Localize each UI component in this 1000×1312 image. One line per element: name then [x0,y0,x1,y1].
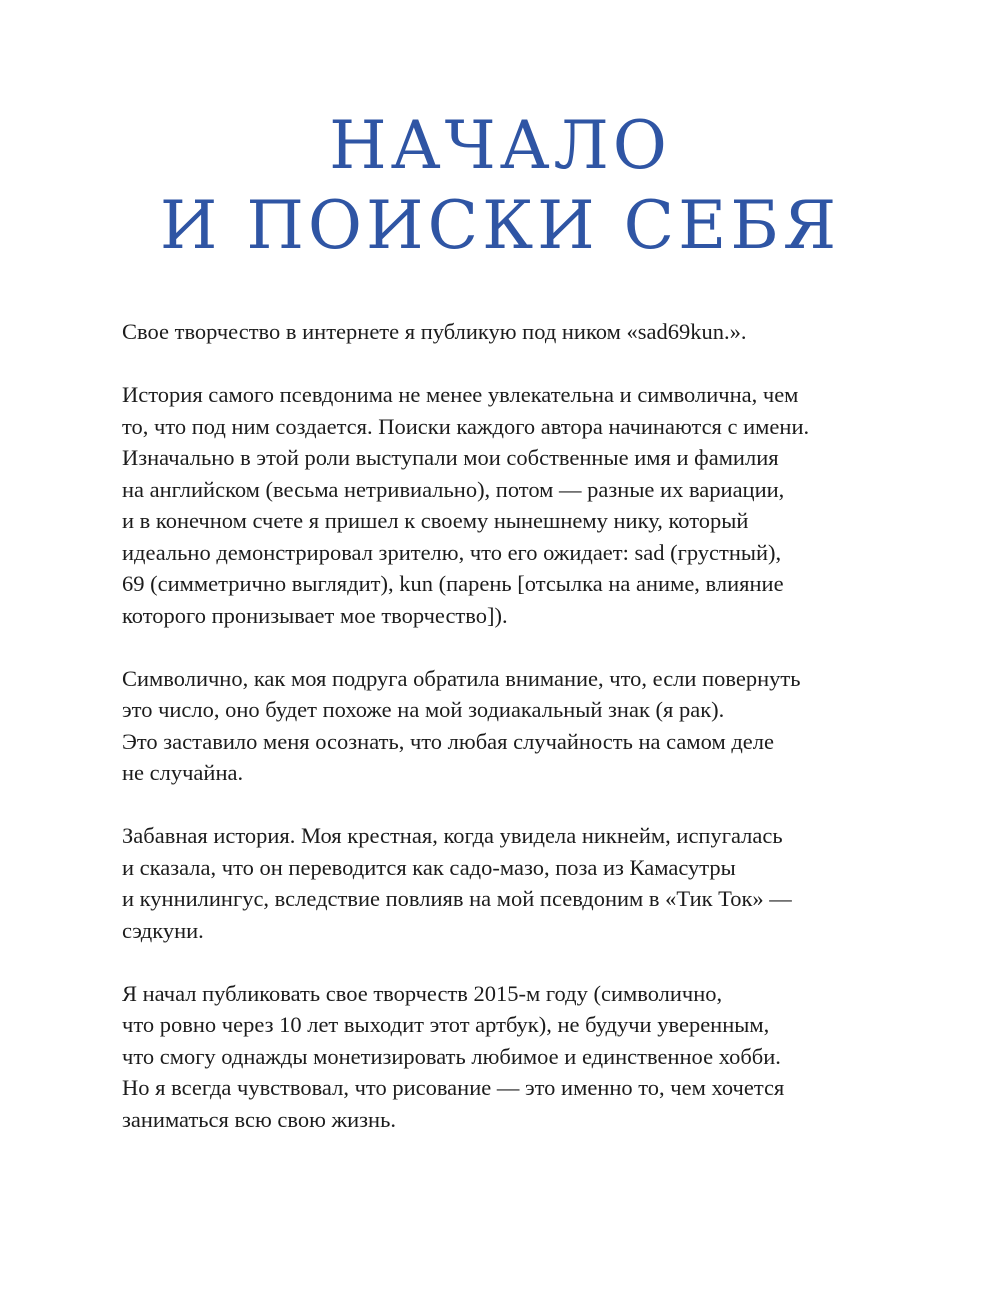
text-line: Но я всегда чувствовал, что рисование — это именно то, чем хочется [122,1075,785,1100]
text-line: Это заставило меня осознать, что любая случайность на самом деле [122,728,774,754]
text-line: идеально демонстрировал зрителю, что его ожидает: sad (грустный), [122,539,782,565]
paragraph-funny-story [122,820,882,946]
paragraph-pseudonym-history [122,379,882,631]
text-line: заниматься всю свою жизнь. [122,1106,396,1132]
text-line: это число, оно будет похоже на мой зодиакальный знак (я рак). [122,697,725,722]
text-line: 69 (симметрично выглядит), kun (парень [отсылка на аниме, влияние [122,571,784,596]
text-line: Изначально в этой роли выступали мои собственные имя и фамилия [122,445,779,470]
text-line: что ровно через 10 лет выходит этот артбук), не будучи уверенным, [122,1012,770,1037]
text-line: Свое творчество в интернете я публикую под ником «sad69kun.». [122,319,747,344]
paragraph-symbolism [122,663,882,789]
paragraph-beginning [122,978,882,1136]
text-line: и куннилингус, вследствие повлияв на мой псевдоним в «Тик Ток» — [122,886,792,911]
page-title [0,106,1000,266]
text-line: История самого псевдонима не менее увлекательна и символична, чем [122,382,799,407]
body-text [122,316,882,1167]
text-line: которого пронизывает мое творчество]). [122,602,508,628]
text-line: сэдкуни. [122,917,204,943]
title-line-1: НАЧАЛО [329,107,671,184]
text-line: то, что под ним создается. Поиски каждого автора начинаются с имени. [122,413,810,439]
text-line: Забавная история. Моя крестная, когда увидела никнейм, испугалась [122,823,783,848]
text-line: не случайна. [122,760,244,785]
paragraph-nickname [122,316,882,348]
text-line: и сказала, что он переводится как садо-мазо, поза из Камасутры [122,854,736,880]
text-line: Я начал публиковать свое творчеств 2015-м году (символично, [122,980,723,1006]
text-line: что смогу однажды монетизировать любимое и единственное хобби. [122,1043,781,1069]
title-line-2: И ПОИСКИ СЕБЯ [159,187,841,264]
text-line: на английском (весьма нетривиально), потом — разные их вариации, [122,476,785,502]
text-line: и в конечном счете я пришел к своему нынешнему нику, который [122,508,749,533]
text-line: Символично, как моя подруга обратила внимание, что, если повернуть [122,665,801,691]
